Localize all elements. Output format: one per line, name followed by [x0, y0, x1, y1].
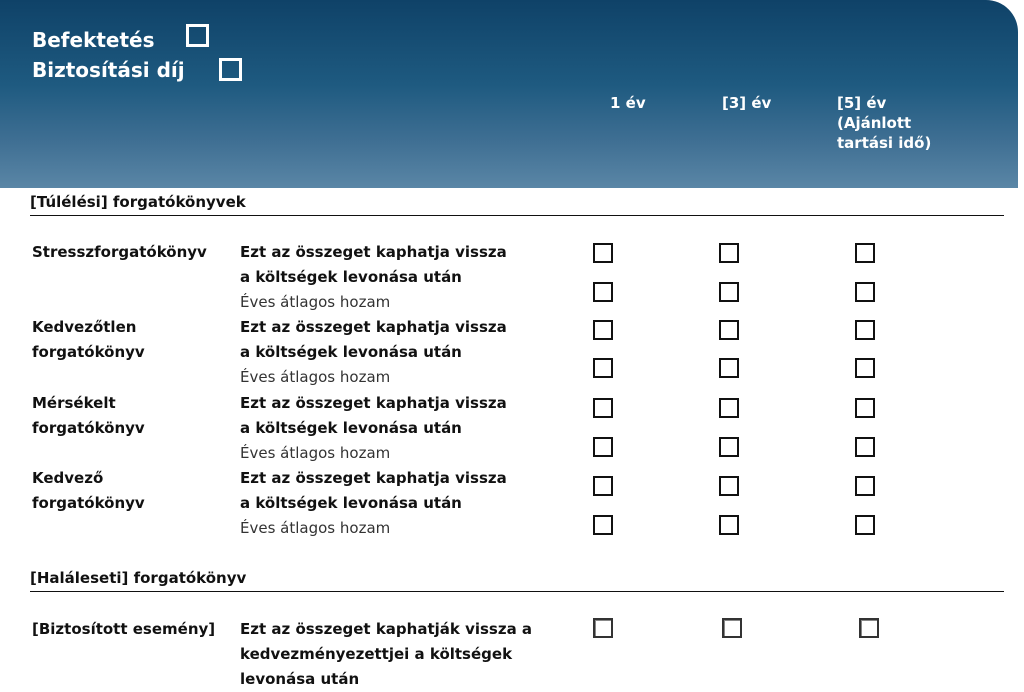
checkbox-moderate-yield-3y[interactable]	[719, 437, 739, 457]
checkbox-favourable-amount-5y[interactable]	[855, 476, 875, 496]
section-divider	[30, 215, 1004, 216]
checkbox-death-1y[interactable]	[593, 618, 613, 638]
scenario-sub: Éves átlagos hozam	[240, 368, 391, 386]
checkbox-favourable-yield-3y[interactable]	[719, 515, 739, 535]
checkbox-unfavourable-amount-3y[interactable]	[719, 320, 739, 340]
premium-checkbox[interactable]	[219, 58, 242, 81]
checkbox-stress-amount-5y[interactable]	[855, 243, 875, 263]
checkbox-stress-yield-3y[interactable]	[719, 282, 739, 302]
insured-event-label: [Biztosított esemény]	[32, 620, 216, 638]
checkbox-death-3y[interactable]	[722, 618, 742, 638]
checkbox-stress-amount-1y[interactable]	[593, 243, 613, 263]
scenario-sub: Éves átlagos hozam	[240, 519, 391, 537]
scenario-sub: Éves átlagos hozam	[240, 293, 391, 311]
checkbox-moderate-amount-5y[interactable]	[855, 398, 875, 418]
column-header-3-years: [3] év	[722, 94, 772, 112]
checkbox-unfavourable-yield-1y[interactable]	[593, 358, 613, 378]
checkbox-death-5y[interactable]	[859, 618, 879, 638]
column-header-1-year: 1 év	[610, 94, 646, 112]
header-investment-label: Befektetés	[32, 28, 155, 52]
scenario-label-unfavourable: Kedvezőtlen forgatókönyv	[32, 318, 145, 361]
table-header-band	[0, 0, 1018, 188]
checkbox-unfavourable-yield-5y[interactable]	[855, 358, 875, 378]
checkbox-unfavourable-yield-3y[interactable]	[719, 358, 739, 378]
checkbox-unfavourable-amount-5y[interactable]	[855, 320, 875, 340]
header-premium-label: Biztosítási díj	[32, 58, 185, 82]
investment-checkbox[interactable]	[186, 24, 209, 47]
column-header-5-years: [5] év (Ajánlott tartási idő)	[837, 94, 932, 152]
checkbox-moderate-yield-1y[interactable]	[593, 437, 613, 457]
checkbox-favourable-amount-1y[interactable]	[593, 476, 613, 496]
checkbox-favourable-amount-3y[interactable]	[719, 476, 739, 496]
scenario-desc: Ezt az összeget kaphatja vissza a költségek levonása után	[240, 394, 507, 437]
checkbox-moderate-amount-1y[interactable]	[593, 398, 613, 418]
death-benefit-desc: Ezt az összeget kaphatják vissza a kedvezményezettjei a költségek levonása után	[240, 620, 533, 688]
checkbox-stress-amount-3y[interactable]	[719, 243, 739, 263]
scenario-desc: Ezt az összeget kaphatja vissza a költségek levonása után	[240, 243, 507, 286]
scenario-label-stress: Stresszforgatókönyv	[32, 243, 207, 261]
scenario-desc: Ezt az összeget kaphatja vissza a költségek levonása után	[240, 318, 507, 361]
scenario-label-favourable: Kedvező forgatókönyv	[32, 469, 145, 512]
section-divider	[30, 591, 1004, 592]
scenario-sub: Éves átlagos hozam	[240, 444, 391, 462]
scenario-label-moderate: Mérsékelt forgatókönyv	[32, 394, 145, 437]
checkbox-moderate-amount-3y[interactable]	[719, 398, 739, 418]
checkbox-stress-yield-5y[interactable]	[855, 282, 875, 302]
survival-section-title: [Túlélési] forgatókönyvek	[30, 193, 246, 211]
checkbox-moderate-yield-5y[interactable]	[855, 437, 875, 457]
checkbox-favourable-yield-5y[interactable]	[855, 515, 875, 535]
checkbox-favourable-yield-1y[interactable]	[593, 515, 613, 535]
checkbox-stress-yield-1y[interactable]	[593, 282, 613, 302]
death-section-title: [Haláleseti] forgatókönyv	[30, 569, 247, 587]
checkbox-unfavourable-amount-1y[interactable]	[593, 320, 613, 340]
scenario-desc: Ezt az összeget kaphatja vissza a költségek levonása után	[240, 469, 507, 512]
